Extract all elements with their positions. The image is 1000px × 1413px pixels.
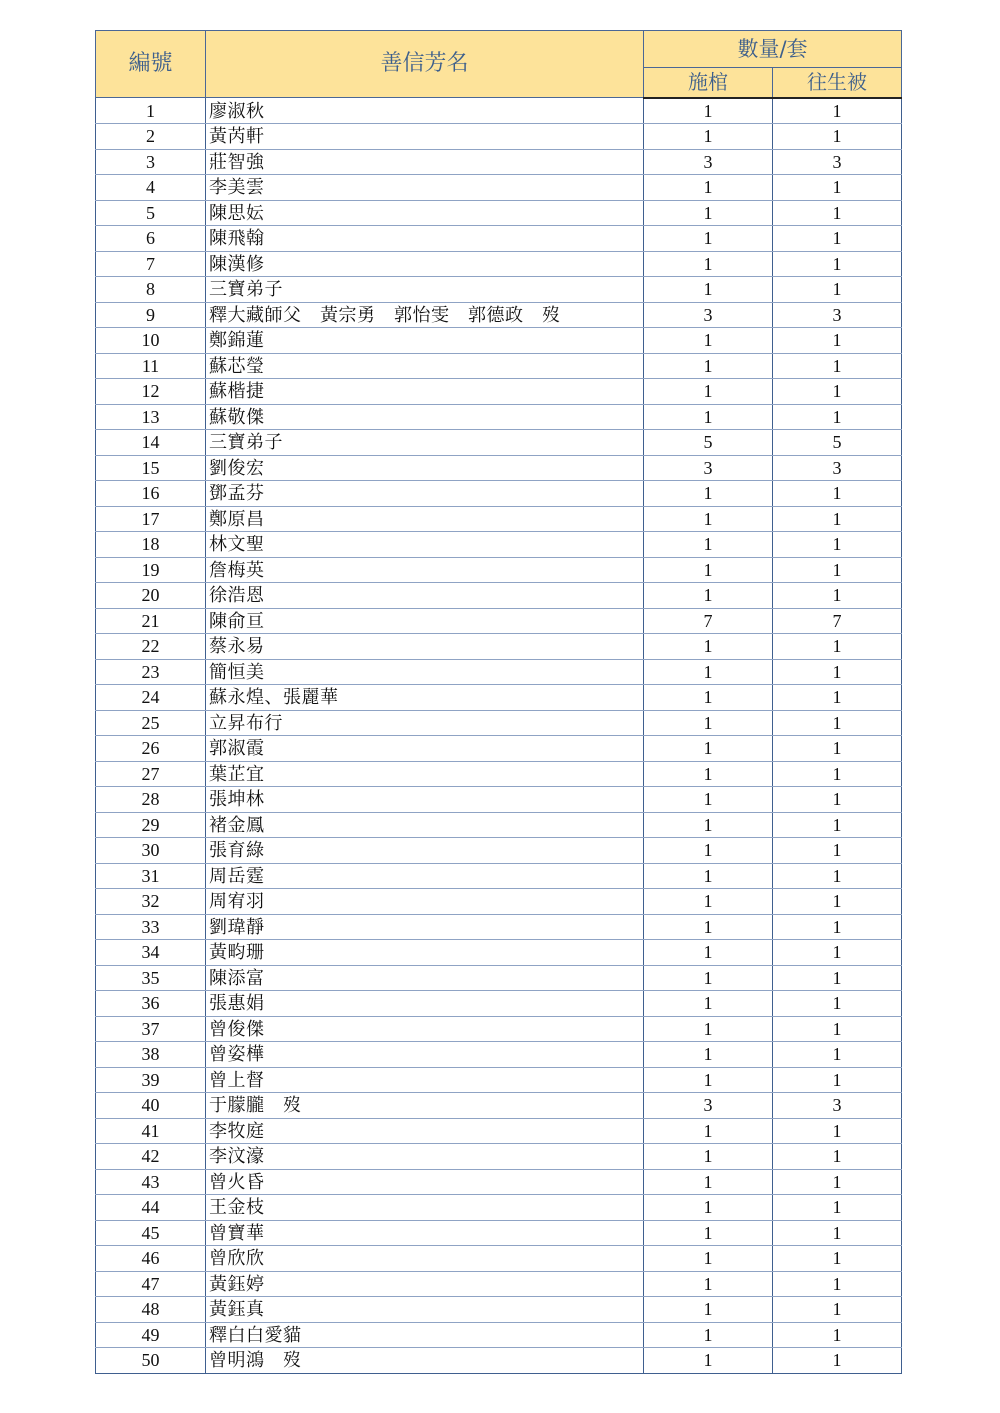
donor-name: 黃鈺真	[206, 1297, 644, 1323]
table-row	[96, 608, 902, 634]
shroud-count: 1	[773, 328, 902, 354]
coffin-count: 1	[644, 787, 773, 813]
shroud-count: 1	[773, 838, 902, 864]
coffin-count: 1	[644, 1118, 773, 1144]
table-row	[96, 914, 902, 940]
row-number: 10	[96, 328, 206, 354]
row-number: 45	[96, 1220, 206, 1246]
table-row	[96, 557, 902, 583]
donor-name: 莊智強	[206, 149, 644, 175]
table-row	[96, 583, 902, 609]
coffin-count: 1	[644, 481, 773, 507]
donor-name: 簡恒美	[206, 659, 644, 685]
shroud-count: 1	[773, 1297, 902, 1323]
row-number: 26	[96, 736, 206, 762]
donor-name: 三寶弟子	[206, 430, 644, 456]
coffin-count: 1	[644, 940, 773, 966]
header-shroud: 往生被	[773, 68, 902, 98]
table-row	[96, 1271, 902, 1297]
donor-name: 陳思妘	[206, 200, 644, 226]
coffin-count: 1	[644, 404, 773, 430]
row-number: 38	[96, 1042, 206, 1068]
shroud-count: 1	[773, 1195, 902, 1221]
shroud-count: 1	[773, 200, 902, 226]
row-number: 15	[96, 455, 206, 481]
shroud-count: 1	[773, 1348, 902, 1374]
table-row	[96, 1322, 902, 1348]
shroud-count: 1	[773, 659, 902, 685]
donor-list-sheet	[95, 30, 901, 1374]
donor-name: 張坤林	[206, 787, 644, 813]
table-row	[96, 1118, 902, 1144]
donor-name: 曾上督	[206, 1067, 644, 1093]
donor-name: 曾姿樺	[206, 1042, 644, 1068]
shroud-count: 1	[773, 379, 902, 405]
row-number: 35	[96, 965, 206, 991]
coffin-count: 1	[644, 506, 773, 532]
row-number: 34	[96, 940, 206, 966]
donor-name: 李牧庭	[206, 1118, 644, 1144]
coffin-count: 1	[644, 965, 773, 991]
coffin-count: 1	[644, 353, 773, 379]
shroud-count: 1	[773, 710, 902, 736]
table-row	[96, 1093, 902, 1119]
donor-name: 王金枝	[206, 1195, 644, 1221]
coffin-count: 1	[644, 863, 773, 889]
table-row	[96, 736, 902, 762]
donor-name: 曾寶華	[206, 1220, 644, 1246]
coffin-count: 1	[644, 889, 773, 915]
shroud-count: 1	[773, 889, 902, 915]
coffin-count: 1	[644, 200, 773, 226]
table-row	[96, 659, 902, 685]
coffin-count: 1	[644, 736, 773, 762]
table-row	[96, 863, 902, 889]
shroud-count: 1	[773, 1016, 902, 1042]
donor-name: 曾俊傑	[206, 1016, 644, 1042]
table-row	[96, 379, 902, 405]
coffin-count: 1	[644, 379, 773, 405]
table-row	[96, 430, 902, 456]
row-number: 21	[96, 608, 206, 634]
row-number: 37	[96, 1016, 206, 1042]
row-number: 41	[96, 1118, 206, 1144]
table-row	[96, 404, 902, 430]
shroud-count: 1	[773, 1322, 902, 1348]
table-body	[96, 98, 902, 1374]
row-number: 19	[96, 557, 206, 583]
donor-name: 陳添富	[206, 965, 644, 991]
coffin-count: 3	[644, 1093, 773, 1119]
shroud-count: 1	[773, 761, 902, 787]
table-row	[96, 506, 902, 532]
row-number: 30	[96, 838, 206, 864]
coffin-count: 1	[644, 1067, 773, 1093]
row-number: 32	[96, 889, 206, 915]
donor-name: 曾火昏	[206, 1169, 644, 1195]
donor-name: 周宥羽	[206, 889, 644, 915]
shroud-count: 1	[773, 812, 902, 838]
donor-name: 曾明鴻 歿	[206, 1348, 644, 1374]
row-number: 29	[96, 812, 206, 838]
donor-name: 陳飛翰	[206, 226, 644, 252]
donor-name: 葉芷宜	[206, 761, 644, 787]
row-number: 49	[96, 1322, 206, 1348]
coffin-count: 1	[644, 1042, 773, 1068]
header-quantity-group: 數量/套	[644, 31, 902, 68]
coffin-count: 1	[644, 557, 773, 583]
shroud-count: 1	[773, 481, 902, 507]
donor-name: 廖淑秋	[206, 98, 644, 124]
table-row	[96, 1169, 902, 1195]
coffin-count: 1	[644, 251, 773, 277]
shroud-count: 1	[773, 1067, 902, 1093]
row-number: 22	[96, 634, 206, 660]
coffin-count: 1	[644, 659, 773, 685]
shroud-count: 1	[773, 557, 902, 583]
row-number: 4	[96, 175, 206, 201]
coffin-count: 3	[644, 455, 773, 481]
donor-name: 釋白白愛貓	[206, 1322, 644, 1348]
row-number: 39	[96, 1067, 206, 1093]
donor-name: 釋大藏師父 黃宗勇 郭怡雯 郭德政 歿	[206, 302, 644, 328]
row-number: 6	[96, 226, 206, 252]
row-number: 31	[96, 863, 206, 889]
table-row	[96, 685, 902, 711]
row-number: 23	[96, 659, 206, 685]
shroud-count: 1	[773, 736, 902, 762]
coffin-count: 1	[644, 1016, 773, 1042]
row-number: 40	[96, 1093, 206, 1119]
header-donor-name: 善信芳名	[206, 31, 644, 98]
donor-name: 鄭錦蓮	[206, 328, 644, 354]
donor-name: 褚金鳳	[206, 812, 644, 838]
donor-name: 蘇敬傑	[206, 404, 644, 430]
table-row	[96, 889, 902, 915]
coffin-count: 1	[644, 1322, 773, 1348]
coffin-count: 1	[644, 1220, 773, 1246]
table-row	[96, 1297, 902, 1323]
donor-name: 郭淑霞	[206, 736, 644, 762]
coffin-count: 1	[644, 532, 773, 558]
shroud-count: 3	[773, 455, 902, 481]
row-number: 7	[96, 251, 206, 277]
row-number: 33	[96, 914, 206, 940]
row-number: 8	[96, 277, 206, 303]
donor-table	[95, 30, 902, 1374]
row-number: 25	[96, 710, 206, 736]
coffin-count: 1	[644, 583, 773, 609]
row-number: 2	[96, 124, 206, 150]
shroud-count: 1	[773, 277, 902, 303]
table-row	[96, 200, 902, 226]
donor-name: 黃鈺婷	[206, 1271, 644, 1297]
donor-name: 曾欣欣	[206, 1246, 644, 1272]
donor-name: 李汶濠	[206, 1144, 644, 1170]
coffin-count: 1	[644, 761, 773, 787]
donor-name: 立昇布行	[206, 710, 644, 736]
coffin-count: 7	[644, 608, 773, 634]
table-row	[96, 965, 902, 991]
row-number: 24	[96, 685, 206, 711]
shroud-count: 1	[773, 506, 902, 532]
coffin-count: 1	[644, 812, 773, 838]
shroud-count: 1	[773, 1246, 902, 1272]
row-number: 11	[96, 353, 206, 379]
shroud-count: 5	[773, 430, 902, 456]
donor-name: 蘇楷捷	[206, 379, 644, 405]
coffin-count: 1	[644, 175, 773, 201]
table-row	[96, 940, 902, 966]
row-number: 1	[96, 98, 206, 124]
row-number: 48	[96, 1297, 206, 1323]
coffin-count: 1	[644, 1169, 773, 1195]
coffin-count: 1	[644, 838, 773, 864]
row-number: 17	[96, 506, 206, 532]
table-row	[96, 302, 902, 328]
table-row	[96, 1016, 902, 1042]
row-number: 20	[96, 583, 206, 609]
shroud-count: 1	[773, 1042, 902, 1068]
shroud-count: 1	[773, 226, 902, 252]
table-row	[96, 353, 902, 379]
donor-name: 張惠娟	[206, 991, 644, 1017]
donor-name: 蔡永易	[206, 634, 644, 660]
shroud-count: 3	[773, 1093, 902, 1119]
table-row	[96, 277, 902, 303]
donor-name: 徐浩恩	[206, 583, 644, 609]
table-row	[96, 226, 902, 252]
table-row	[96, 455, 902, 481]
coffin-count: 1	[644, 1195, 773, 1221]
shroud-count: 1	[773, 251, 902, 277]
shroud-count: 7	[773, 608, 902, 634]
donor-name: 于朦朧 歿	[206, 1093, 644, 1119]
table-row	[96, 1144, 902, 1170]
shroud-count: 1	[773, 532, 902, 558]
coffin-count: 1	[644, 1144, 773, 1170]
shroud-count: 1	[773, 634, 902, 660]
donor-name: 詹梅英	[206, 557, 644, 583]
shroud-count: 1	[773, 1118, 902, 1144]
table-row	[96, 328, 902, 354]
shroud-count: 1	[773, 1169, 902, 1195]
row-number: 42	[96, 1144, 206, 1170]
table-row	[96, 812, 902, 838]
donor-name: 張育綠	[206, 838, 644, 864]
table-row	[96, 251, 902, 277]
shroud-count: 1	[773, 98, 902, 124]
coffin-count: 1	[644, 1297, 773, 1323]
shroud-count: 1	[773, 863, 902, 889]
table-row	[96, 1042, 902, 1068]
row-number: 9	[96, 302, 206, 328]
coffin-count: 1	[644, 1348, 773, 1374]
shroud-count: 1	[773, 583, 902, 609]
row-number: 3	[96, 149, 206, 175]
table-row	[96, 481, 902, 507]
donor-name: 李美雲	[206, 175, 644, 201]
coffin-count: 1	[644, 710, 773, 736]
shroud-count: 1	[773, 685, 902, 711]
row-number: 14	[96, 430, 206, 456]
donor-name: 劉俊宏	[206, 455, 644, 481]
coffin-count: 1	[644, 991, 773, 1017]
row-number: 16	[96, 481, 206, 507]
row-number: 36	[96, 991, 206, 1017]
donor-name: 三寶弟子	[206, 277, 644, 303]
shroud-count: 1	[773, 353, 902, 379]
coffin-count: 1	[644, 226, 773, 252]
table-row	[96, 787, 902, 813]
coffin-count: 1	[644, 634, 773, 660]
shroud-count: 1	[773, 991, 902, 1017]
donor-name: 林文聖	[206, 532, 644, 558]
coffin-count: 5	[644, 430, 773, 456]
row-number: 43	[96, 1169, 206, 1195]
coffin-count: 3	[644, 149, 773, 175]
row-number: 47	[96, 1271, 206, 1297]
row-number: 28	[96, 787, 206, 813]
donor-name: 黃畇珊	[206, 940, 644, 966]
shroud-count: 1	[773, 175, 902, 201]
shroud-count: 1	[773, 1144, 902, 1170]
row-number: 12	[96, 379, 206, 405]
table-row	[96, 838, 902, 864]
donor-name: 鄧孟芬	[206, 481, 644, 507]
coffin-count: 1	[644, 124, 773, 150]
coffin-count: 1	[644, 914, 773, 940]
coffin-count: 1	[644, 328, 773, 354]
row-number: 18	[96, 532, 206, 558]
table-row	[96, 1348, 902, 1374]
coffin-count: 3	[644, 302, 773, 328]
shroud-count: 1	[773, 914, 902, 940]
row-number: 13	[96, 404, 206, 430]
shroud-count: 1	[773, 124, 902, 150]
shroud-count: 1	[773, 787, 902, 813]
coffin-count: 1	[644, 1271, 773, 1297]
row-number: 50	[96, 1348, 206, 1374]
coffin-count: 1	[644, 98, 773, 124]
table-row	[96, 175, 902, 201]
row-number: 44	[96, 1195, 206, 1221]
donor-name: 蘇永煌、張麗華	[206, 685, 644, 711]
table-row	[96, 1246, 902, 1272]
table-row	[96, 1220, 902, 1246]
row-number: 5	[96, 200, 206, 226]
coffin-count: 1	[644, 277, 773, 303]
donor-name: 蘇芯瑩	[206, 353, 644, 379]
shroud-count: 1	[773, 965, 902, 991]
shroud-count: 1	[773, 1271, 902, 1297]
table-row	[96, 1195, 902, 1221]
header-coffin: 施棺	[644, 68, 773, 98]
table-row	[96, 634, 902, 660]
table-row	[96, 98, 902, 124]
donor-name: 陳俞亘	[206, 608, 644, 634]
row-number: 46	[96, 1246, 206, 1272]
table-row	[96, 124, 902, 150]
donor-name: 鄭原昌	[206, 506, 644, 532]
table-row	[96, 149, 902, 175]
coffin-count: 1	[644, 1246, 773, 1272]
table-row	[96, 991, 902, 1017]
shroud-count: 1	[773, 404, 902, 430]
donor-name: 黃芮軒	[206, 124, 644, 150]
donor-name: 劉瑋靜	[206, 914, 644, 940]
shroud-count: 3	[773, 149, 902, 175]
header-number: 編號	[96, 31, 206, 98]
donor-name: 周岳霆	[206, 863, 644, 889]
shroud-count: 1	[773, 1220, 902, 1246]
shroud-count: 3	[773, 302, 902, 328]
table-row	[96, 710, 902, 736]
coffin-count: 1	[644, 685, 773, 711]
table-row	[96, 1067, 902, 1093]
table-header	[96, 31, 902, 98]
shroud-count: 1	[773, 940, 902, 966]
row-number: 27	[96, 761, 206, 787]
donor-name: 陳漢修	[206, 251, 644, 277]
table-row	[96, 761, 902, 787]
table-row	[96, 532, 902, 558]
